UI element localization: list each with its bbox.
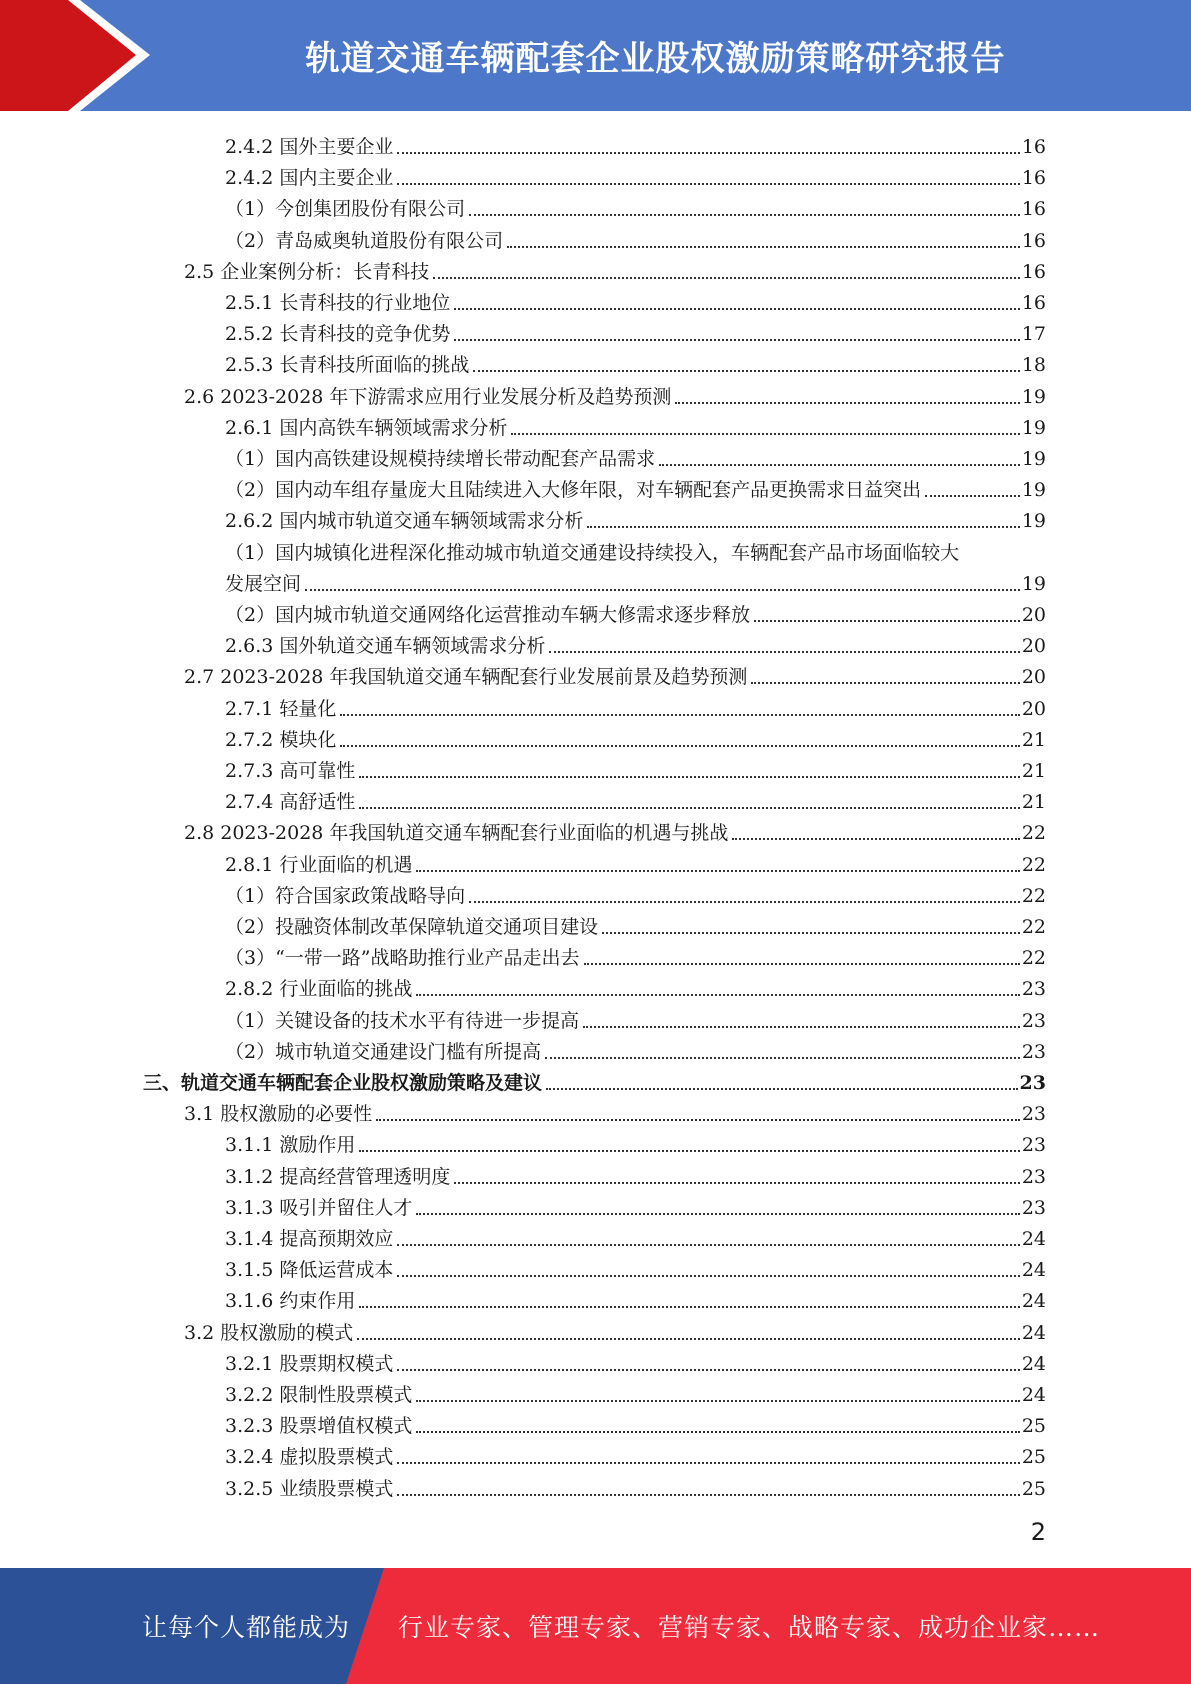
toc-entry[interactable]: [225, 409, 1046, 440]
toc-entry[interactable]: [225, 346, 1046, 377]
toc-entry[interactable]: [225, 502, 1046, 533]
page-footer: [0, 1568, 1191, 1684]
toc-leader-dots: [397, 1461, 1019, 1464]
toc-entry-page: 24: [1021, 1384, 1046, 1406]
toc-entry[interactable]: [184, 378, 1046, 409]
toc-entry-label: 3.1 股权激励的必要性: [184, 1103, 373, 1126]
toc-entry[interactable]: [225, 939, 1046, 970]
toc-leader-dots: [433, 276, 1020, 279]
toc-entry-label: （2）青岛威奥轨道股份有限公司: [225, 229, 504, 252]
toc-entry[interactable]: [225, 846, 1046, 877]
toc-entry-label: 3.2.1 股票期权模式: [225, 1352, 394, 1375]
toc-entry[interactable]: [225, 627, 1046, 658]
toc-leader-dots: [584, 962, 1020, 965]
toc-entry-label: （1）国内城镇化进程深化推动城市轨道交通建设持续投入，车辆配套产品市场面临较大: [225, 541, 960, 564]
footer-slogan-right: 行业专家、管理专家、营销专家、战略专家、成功企业家……: [398, 1613, 1101, 1642]
toc-entry[interactable]: [184, 814, 1046, 845]
toc-entry-label: 3.2.5 业绩股票模式: [225, 1477, 394, 1500]
toc-leader-dots: [507, 245, 1020, 248]
toc-entry-page: 19: [1021, 479, 1046, 502]
toc-leader-dots: [659, 463, 1020, 466]
toc-leader-dots: [397, 151, 1019, 154]
toc-entry-page: 16: [1021, 292, 1046, 314]
toc-entry-label: 3.2.2 限制性股票模式: [225, 1384, 413, 1406]
toc-entry-page: 16: [1021, 229, 1046, 252]
toc-entry-label: 2.8 2023-2028 年我国轨道交通车辆配套行业面临的机遇与挑战: [184, 822, 729, 845]
toc-leader-dots: [469, 900, 1020, 903]
toc-entry-label: 2.6.2 国内城市轨道交通车辆领域需求分析: [225, 510, 584, 533]
toc-leader-dots: [416, 1212, 1019, 1215]
toc-entry-line[interactable]: [225, 534, 1046, 565]
toc-entry-page: 16: [1021, 260, 1046, 283]
toc-entry-label: 发展空间: [225, 572, 302, 595]
toc-entry-page: 22: [1021, 884, 1046, 907]
toc-entry-page: 16: [1021, 198, 1046, 221]
toc-entry[interactable]: [225, 1376, 1046, 1407]
toc-entry-page: 25: [1021, 1415, 1046, 1438]
toc-entry-page: 18: [1021, 354, 1046, 377]
toc-leader-dots: [546, 1087, 1018, 1090]
toc-entry[interactable]: [225, 1126, 1046, 1157]
toc-entry-page: 21: [1021, 791, 1046, 814]
toc-entry-label: 3.1.5 降低运营成本: [225, 1259, 394, 1282]
toc-entry-label: 2.5 企业案例分析：长青科技: [184, 260, 430, 283]
toc-entry[interactable]: [184, 658, 1046, 689]
toc-entry-label: 三、轨道交通车辆配套企业股权激励策略及建议: [143, 1072, 543, 1094]
toc-leader-dots: [340, 713, 1019, 716]
toc-entry[interactable]: [225, 1033, 1046, 1064]
toc-leader-dots: [545, 1056, 1020, 1059]
toc-entry-page: 16: [1021, 136, 1046, 158]
toc-entry[interactable]: [184, 253, 1046, 284]
toc-leader-dots: [454, 1181, 1019, 1184]
toc-entry[interactable]: [225, 1345, 1046, 1376]
toc-entry[interactable]: [225, 284, 1046, 315]
toc-entry[interactable]: [225, 1470, 1046, 1501]
toc-entry-page: 20: [1021, 697, 1046, 720]
toc-entry[interactable]: [225, 877, 1046, 908]
toc-entry-label: （2）投融资体制改革保障轨道交通项目建设: [225, 916, 599, 938]
toc-entry-page: 20: [1021, 635, 1046, 658]
toc-entry[interactable]: [225, 190, 1046, 221]
toc-entry-page: 22: [1021, 822, 1046, 845]
toc-entry-label: 3.1.2 提高经营管理透明度: [225, 1165, 451, 1188]
toc-entry[interactable]: [225, 596, 1046, 627]
toc-leader-dots: [397, 1274, 1019, 1277]
toc-entry[interactable]: [225, 1220, 1046, 1251]
toc-entry-page: 21: [1021, 728, 1046, 751]
toc-leader-dots: [454, 338, 1019, 341]
toc-entry[interactable]: [225, 1407, 1046, 1438]
toc-leader-dots: [454, 307, 1019, 310]
toc-leader-dots: [397, 1493, 1019, 1496]
toc-leader-dots: [469, 213, 1020, 216]
toc-entry-label: 2.8.2 行业面临的挑战: [225, 978, 413, 1001]
toc-entry[interactable]: [225, 471, 1046, 502]
toc-leader-dots: [675, 401, 1019, 404]
toc-entry-label: 2.7.2 模块化: [225, 728, 337, 751]
toc-entry-label: （2）国内城市轨道交通网络化运营推动车辆大修需求逐步释放: [225, 604, 751, 626]
toc-entry-label: 3.2.4 虚拟股票模式: [225, 1446, 394, 1469]
toc-entry-page: 24: [1021, 1259, 1046, 1282]
toc-entry-page: 21: [1021, 760, 1046, 782]
toc-entry[interactable]: [225, 752, 1046, 783]
toc-entry[interactable]: [184, 1314, 1046, 1345]
toc-entry[interactable]: [225, 1282, 1046, 1313]
toc-entry-page: 23: [1021, 1009, 1046, 1032]
toc-leader-dots: [602, 931, 1020, 934]
toc-entry-label: 2.7 2023-2028 年我国轨道交通车辆配套行业发展前景及趋势预测: [184, 666, 748, 689]
toc-entry-page: 16: [1021, 167, 1046, 190]
page-header: [0, 0, 1191, 111]
toc-entry-page: 23: [1021, 1134, 1046, 1157]
toc-entry-label: 2.4.2 国内主要企业: [225, 167, 394, 190]
toc-entry-page: 23: [1021, 1040, 1046, 1063]
toc-leader-dots: [751, 681, 1019, 684]
toc-entry[interactable]: [225, 1158, 1046, 1189]
toc-entry-label: 2.4.2 国外主要企业: [225, 136, 394, 158]
toc-entry-page: 19: [1021, 416, 1046, 439]
toc-leader-dots: [359, 775, 1019, 778]
toc-entry-page: 19: [1021, 572, 1046, 595]
toc-entry-label: 2.7.3 高可靠性: [225, 760, 356, 782]
toc-leader-dots: [397, 1368, 1019, 1371]
toc-leader-dots: [416, 993, 1019, 996]
toc-entry-label: 3.1.1 激励作用: [225, 1134, 356, 1157]
toc-entry[interactable]: [225, 565, 1046, 596]
toc-entry-page: 23: [1021, 1103, 1046, 1126]
toc-entry-label: 3.2 股权激励的模式: [184, 1321, 354, 1344]
toc-entry-label: 3.1.6 约束作用: [225, 1290, 356, 1313]
toc-leader-dots: [305, 588, 1020, 591]
toc-leader-dots: [925, 494, 1020, 497]
toc-entry-page: 24: [1021, 1290, 1046, 1313]
toc-entry[interactable]: [225, 440, 1046, 471]
toc-leader-dots: [587, 525, 1019, 528]
toc-entry-page: 22: [1021, 916, 1046, 938]
toc-entry-label: 2.6.3 国外轨道交通车辆领域需求分析: [225, 635, 546, 658]
toc-entry[interactable]: [225, 1251, 1046, 1282]
toc-entry-label: （2）城市轨道交通建设门槛有所提高: [225, 1040, 542, 1063]
toc-leader-dots: [754, 619, 1020, 622]
toc-leader-dots: [376, 1118, 1020, 1121]
toc-entry-page: 24: [1021, 1228, 1046, 1250]
toc-entry-label: （2）国内动车组存量庞大且陆续进入大修年限，对车辆配套产品更换需求日益突出: [225, 479, 922, 502]
toc-entry-label: （1）今创集团股份有限公司: [225, 198, 466, 221]
toc-entry-label: 2.5.1 长青科技的行业地位: [225, 292, 451, 314]
toc-entry-page: 23: [1021, 1165, 1046, 1188]
toc-entry[interactable]: [225, 970, 1046, 1001]
toc-leader-dots: [340, 744, 1019, 747]
toc-entry-label: 2.7.1 轻量化: [225, 697, 337, 720]
toc-leader-dots: [511, 432, 1019, 435]
toc-entry-label: （3）“一带一路”战略助推行业产品走出去: [225, 947, 580, 970]
toc-entry[interactable]: [225, 783, 1046, 814]
toc-entry-page: 23: [1021, 978, 1046, 1001]
toc-entry-page: 25: [1021, 1446, 1046, 1469]
toc-entry[interactable]: [225, 690, 1046, 721]
toc-leader-dots: [549, 650, 1019, 653]
toc-entry-label: 2.8.1 行业面临的机遇: [225, 853, 413, 876]
toc-entry-label: 2.6.1 国内高铁车辆领域需求分析: [225, 416, 508, 439]
toc-leader-dots: [359, 806, 1019, 809]
toc-entry-page: 19: [1021, 510, 1046, 533]
toc-entry[interactable]: [184, 1095, 1046, 1126]
toc-leader-dots: [359, 1305, 1019, 1308]
toc-entry[interactable]: [225, 908, 1046, 939]
toc-leader-dots: [357, 1337, 1020, 1340]
toc-entry-page: 23: [1021, 1196, 1046, 1219]
toc-entry[interactable]: [143, 1064, 1046, 1095]
page-number: 2: [1030, 1518, 1046, 1546]
toc-entry-label: 2.5.2 长青科技的竞争优势: [225, 323, 451, 346]
footer-slogan-left: 让每个人都能成为: [142, 1613, 351, 1642]
toc-entry[interactable]: [225, 315, 1046, 346]
toc-entry-label: （1）关键设备的技术水平有待进一步提高: [225, 1009, 580, 1032]
toc-entry[interactable]: [225, 1002, 1046, 1033]
toc-entry-label: 2.5.3 长青科技所面临的挑战: [225, 354, 470, 377]
toc-entry-label: （1）符合国家政策战略导向: [225, 884, 466, 907]
toc-entry-page: 24: [1021, 1321, 1046, 1344]
toc-entry-page: 19: [1021, 385, 1046, 408]
toc-entry-page: 22: [1021, 853, 1046, 876]
toc-entry-page: 20: [1021, 666, 1046, 689]
toc-leader-dots: [416, 869, 1019, 872]
toc-entry[interactable]: [225, 222, 1046, 253]
report-title: 轨道交通车辆配套企业股权激励策略研究报告: [305, 39, 1006, 79]
toc-leader-dots: [416, 1399, 1019, 1402]
toc-entry[interactable]: [225, 128, 1046, 159]
toc-entry-page: 17: [1021, 323, 1046, 346]
toc-entry-page: 19: [1021, 448, 1046, 470]
toc-leader-dots: [732, 837, 1019, 840]
toc-entry[interactable]: [225, 1189, 1046, 1220]
toc-entry[interactable]: [225, 721, 1046, 752]
toc-entry-label: 3.1.3 吸引并留住人才: [225, 1196, 413, 1219]
toc-leader-dots: [473, 369, 1019, 372]
toc-entry-page: 25: [1021, 1477, 1046, 1500]
toc-entry-page: 24: [1021, 1352, 1046, 1375]
toc-leader-dots: [583, 1025, 1020, 1028]
toc-entry[interactable]: [225, 159, 1046, 190]
toc-leader-dots: [416, 1430, 1019, 1433]
toc-entry-page: 22: [1021, 947, 1046, 970]
toc-entry-label: 2.7.4 高舒适性: [225, 791, 356, 814]
header-arrow-decoration: [0, 0, 150, 111]
toc-leader-dots: [359, 1149, 1019, 1152]
toc-entry-label: 3.1.4 提高预期效应: [225, 1228, 394, 1250]
toc-entry-label: 2.6 2023-2028 年下游需求应用行业发展分析及趋势预测: [184, 385, 672, 408]
toc-leader-dots: [397, 182, 1019, 185]
toc-entry-label: （1）国内高铁建设规模持续增长带动配套产品需求: [225, 448, 656, 470]
toc-entry-page: 20: [1021, 604, 1046, 626]
toc-leader-dots: [397, 1243, 1019, 1246]
toc-entry-label: 3.2.3 股票增值权模式: [225, 1415, 413, 1438]
toc-entry[interactable]: [225, 1438, 1046, 1469]
toc-entry-page: 23: [1019, 1072, 1046, 1094]
